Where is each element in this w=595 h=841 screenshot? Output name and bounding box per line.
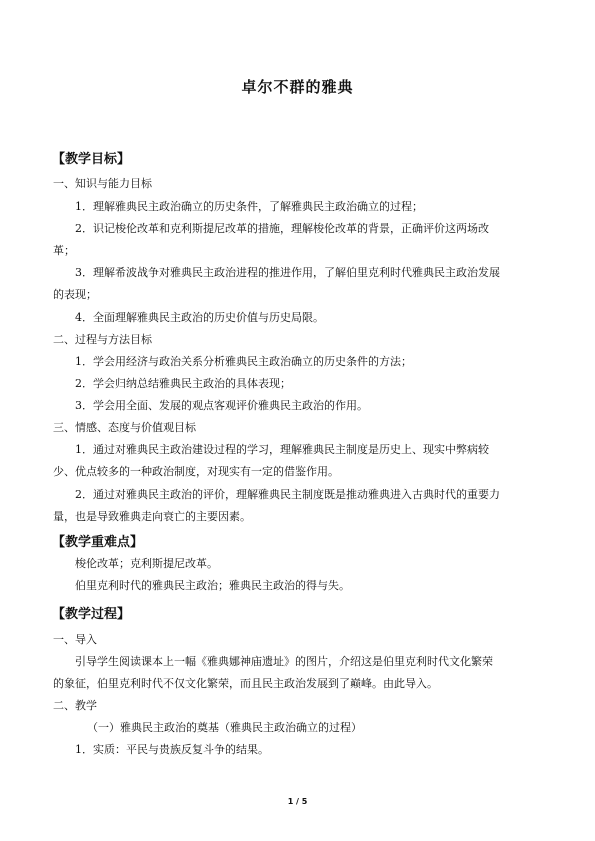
objective-category-process: 二、过程与方法目标 [53, 333, 152, 346]
key-point-item: 梭伦改革；克利斯提尼改革。 [75, 557, 218, 570]
section-heading-objectives: 【教学目标】 [52, 152, 131, 167]
objective-item: 3．理解希波战争对雅典民主政治进程的推进作用，了解伯里克利时代雅典民主政治发展 [75, 266, 500, 279]
objective-category-values: 三、情感、态度与价值观目标 [53, 421, 196, 434]
objective-item: 4．全面理解雅典民主政治的历史价值与历史局限。 [75, 311, 324, 324]
objective-item: 1．通过对雅典民主政治建设过程的学习，理解雅典民主制度是历史上、现实中弊病较 [75, 443, 489, 456]
objective-item: 3．学会用全面、发展的观点客观评价雅典民主政治的作用。 [75, 399, 368, 412]
objective-item: 1．学会用经济与政治关系分析雅典民主政治确立的历史条件的方法； [75, 355, 412, 368]
key-point-item: 伯里克利时代的雅典民主政治；雅典民主政治的得与失。 [75, 579, 350, 592]
process-step-heading: 一、导入 [53, 633, 97, 646]
process-item: 1．实质：平民与贵族反复斗争的结果。 [75, 743, 269, 756]
objective-category-knowledge: 一、知识与能力目标 [53, 177, 152, 190]
process-paragraph-continuation: 的象征，伯里克利时代不仅文化繁荣，而且民主政治发展到了巅峰。由此导入。 [53, 677, 438, 690]
objective-item: 2．学会归纳总结雅典民主政治的具体表现； [75, 377, 291, 390]
objective-item-continuation: 量，也是导致雅典走向衰亡的主要因素。 [53, 510, 251, 523]
objective-item-continuation: 的表现； [53, 288, 97, 301]
document-title: 卓尔不群的雅典 [241, 78, 354, 96]
process-paragraph: 引导学生阅读课本上一幅《雅典娜神庙遗址》的图片，介绍这是伯里克利时代文化繁荣 [75, 655, 493, 668]
section-heading-key-points: 【教学重难点】 [52, 535, 144, 550]
objective-item-continuation: 革； [53, 244, 75, 257]
page-number: 1 / 5 [287, 797, 308, 806]
objective-item-continuation: 少、优点较多的一种政治制度，对现实有一定的借鉴作用。 [53, 465, 339, 478]
objective-item: 2．识记梭伦改革和克利斯提尼改革的措施，理解梭伦改革的背景，正确评价这两场改 [75, 222, 489, 235]
section-heading-process: 【教学过程】 [52, 607, 131, 622]
objective-item: 2．通过对雅典民主政治的评价，理解雅典民主制度既是推动雅典进入古典时代的重要力 [75, 488, 500, 501]
process-step-heading: 二、教学 [53, 699, 97, 712]
process-subheading: （一）雅典民主政治的奠基（雅典民主政治确立的过程） [87, 721, 362, 734]
objective-item: 1．理解雅典民主政治确立的历史条件，了解雅典民主政治确立的过程； [75, 200, 423, 213]
